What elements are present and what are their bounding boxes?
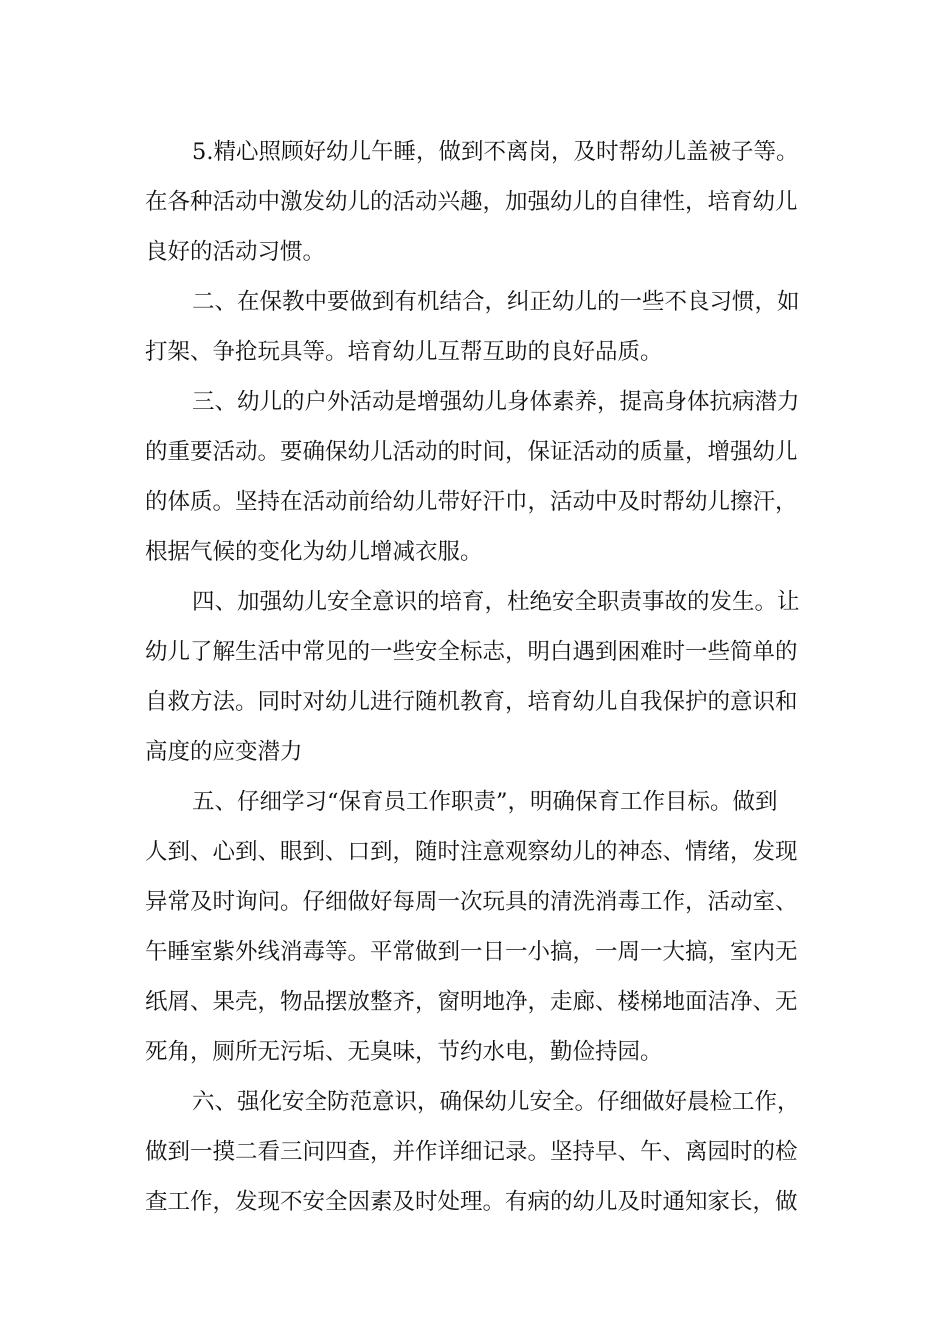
paragraph-line: 做到一摸二看三问四查，并作详细记录。坚持早、午、离园时的检	[145, 1139, 798, 1165]
paragraph-line: 高度的应变潜力	[145, 739, 303, 765]
paragraph-first-line: 六、强化安全防范意识，确保幼儿安全。仔细做好晨检工作，	[192, 1089, 800, 1115]
document-body	[145, 127, 813, 1227]
paragraph-line: 午睡室紫外线消毒等。平常做到一日一小搞，一周一大搞，室内无	[145, 939, 798, 965]
paragraph-line: 自救方法。同时对幼儿进行随机教育，培育幼儿自我保护的意识和	[145, 689, 798, 715]
paragraph-line: 良好的活动习惯。	[145, 239, 326, 265]
paragraph-first-line: 三、幼儿的户外活动是增强幼儿身体素养，提高身体抗病潜力	[192, 389, 800, 415]
paragraph-line: 幼儿了解生活中常见的一些安全标志，明白遇到困难时一些简单的	[145, 639, 798, 665]
paragraph-line: 的体质。坚持在活动前给幼儿带好汗巾，活动中及时帮幼儿擦汗，	[145, 489, 798, 515]
paragraph-line: 在各种活动中激发幼儿的活动兴趣，加强幼儿的自律性，培育幼儿	[145, 189, 798, 215]
paragraph-first-line: 5.精心照顾好幼儿午睡，做到不离岗，及时帮幼儿盖被子等。	[192, 139, 799, 165]
paragraph-line: 死角，厕所无污垢、无臭味，节约水电，勤俭持园。	[145, 1039, 663, 1065]
paragraph-line: 人到、心到、眼到、口到，随时注意观察幼儿的神态、情绪，发现	[145, 839, 798, 865]
paragraph-line: 异常及时询问。仔细做好每周一次玩具的清洗消毒工作，活动室、	[145, 889, 798, 915]
paragraph-line: 查工作，发现不安全因素及时处理。有病的幼儿及时通知家长，做	[145, 1189, 798, 1215]
paragraph-line: 的重要活动。要确保幼儿活动的时间，保证活动的质量，增强幼儿	[145, 439, 798, 465]
paragraph-first-line: 四、加强幼儿安全意识的培育，杜绝安全职责事故的发生。让	[192, 589, 800, 615]
paragraph-line: 纸屑、果壳，物品摆放整齐，窗明地净，走廊、楼梯地面洁净、无	[145, 989, 798, 1015]
paragraph-line: 根据气候的变化为幼儿增减衣服。	[145, 539, 483, 565]
paragraph-first-line: 二、在保教中要做到有机结合，纠正幼儿的一些不良习惯，如	[192, 289, 800, 315]
paragraph-line: 打架、争抢玩具等。培育幼儿互帮互助的良好品质。	[145, 339, 663, 365]
paragraph-first-line: 五、仔细学习“保育员工作职责”，明确保育工作目标。做到	[192, 789, 778, 815]
